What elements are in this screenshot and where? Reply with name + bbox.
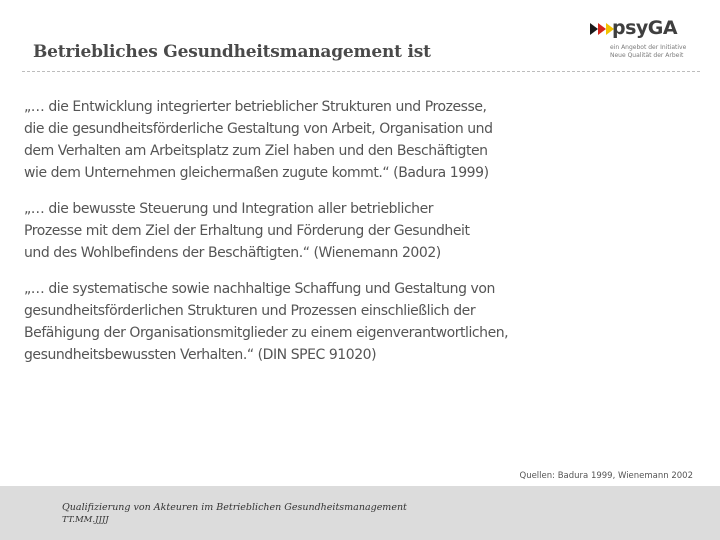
footer-bar xyxy=(0,486,720,540)
definitions-list xyxy=(24,96,584,380)
definition-quote-wienemann xyxy=(24,198,584,264)
logo-tagline xyxy=(610,44,700,59)
quote-line: „… die bewusste Steuerung und Integration aller betrieblicher xyxy=(24,201,434,217)
title-divider xyxy=(22,71,700,72)
quote-line: „… die Entwicklung integrierter betrieblicher Strukturen und Prozesse, xyxy=(24,99,487,115)
logo-tagline-line-2: Neue Qualität der Arbeit xyxy=(610,51,684,59)
quote-line: dem Verhalten am Arbeitsplatz zum Ziel haben und den Beschäftigten xyxy=(24,143,488,159)
quote-line: wie dem Unternehmen gleichermaßen zugute kommt.“ (Badura 1999) xyxy=(24,165,489,181)
quote-line: Prozesse mit dem Ziel der Erhaltung und Förderung der Gesundheit xyxy=(24,223,470,239)
footer-title: Qualifizierung von Akteuren im Betrieblichen Gesundheitsmanagement xyxy=(62,502,407,513)
logo-tagline-line-1: ein Angebot der Initiative xyxy=(610,44,687,51)
footer-date: TT.MM.JJJJ xyxy=(62,515,109,525)
sources-note: Quellen: Badura 1999, Wienemann 2002 xyxy=(519,471,693,481)
definition-quote-badura xyxy=(24,96,584,184)
definition-quote-din-spec xyxy=(24,278,584,366)
logo-wordmark: psyGA xyxy=(612,17,678,39)
quote-line: Befähigung der Organisationsmitglieder zu einem eigenverantwortlichen, xyxy=(24,325,509,341)
quote-line: und des Wohlbefindens der Beschäftigten.“ (Wienemann 2002) xyxy=(24,245,441,261)
quote-line: gesundheitsförderlichen Strukturen und Prozessen einschließlich der xyxy=(24,303,476,319)
quote-line: gesundheitsbewussten Verhalten.“ (DIN SPEC 91020) xyxy=(24,347,377,363)
quote-line: die die gesundheitsförderliche Gestaltung von Arbeit, Organisation und xyxy=(24,121,493,137)
psyga-logo xyxy=(590,18,700,68)
quote-line: „… die systematische sowie nachhaltige Schaffung und Gestaltung von xyxy=(24,281,495,297)
page-title: Betriebliches Gesundheitsmanagement ist xyxy=(33,42,431,62)
